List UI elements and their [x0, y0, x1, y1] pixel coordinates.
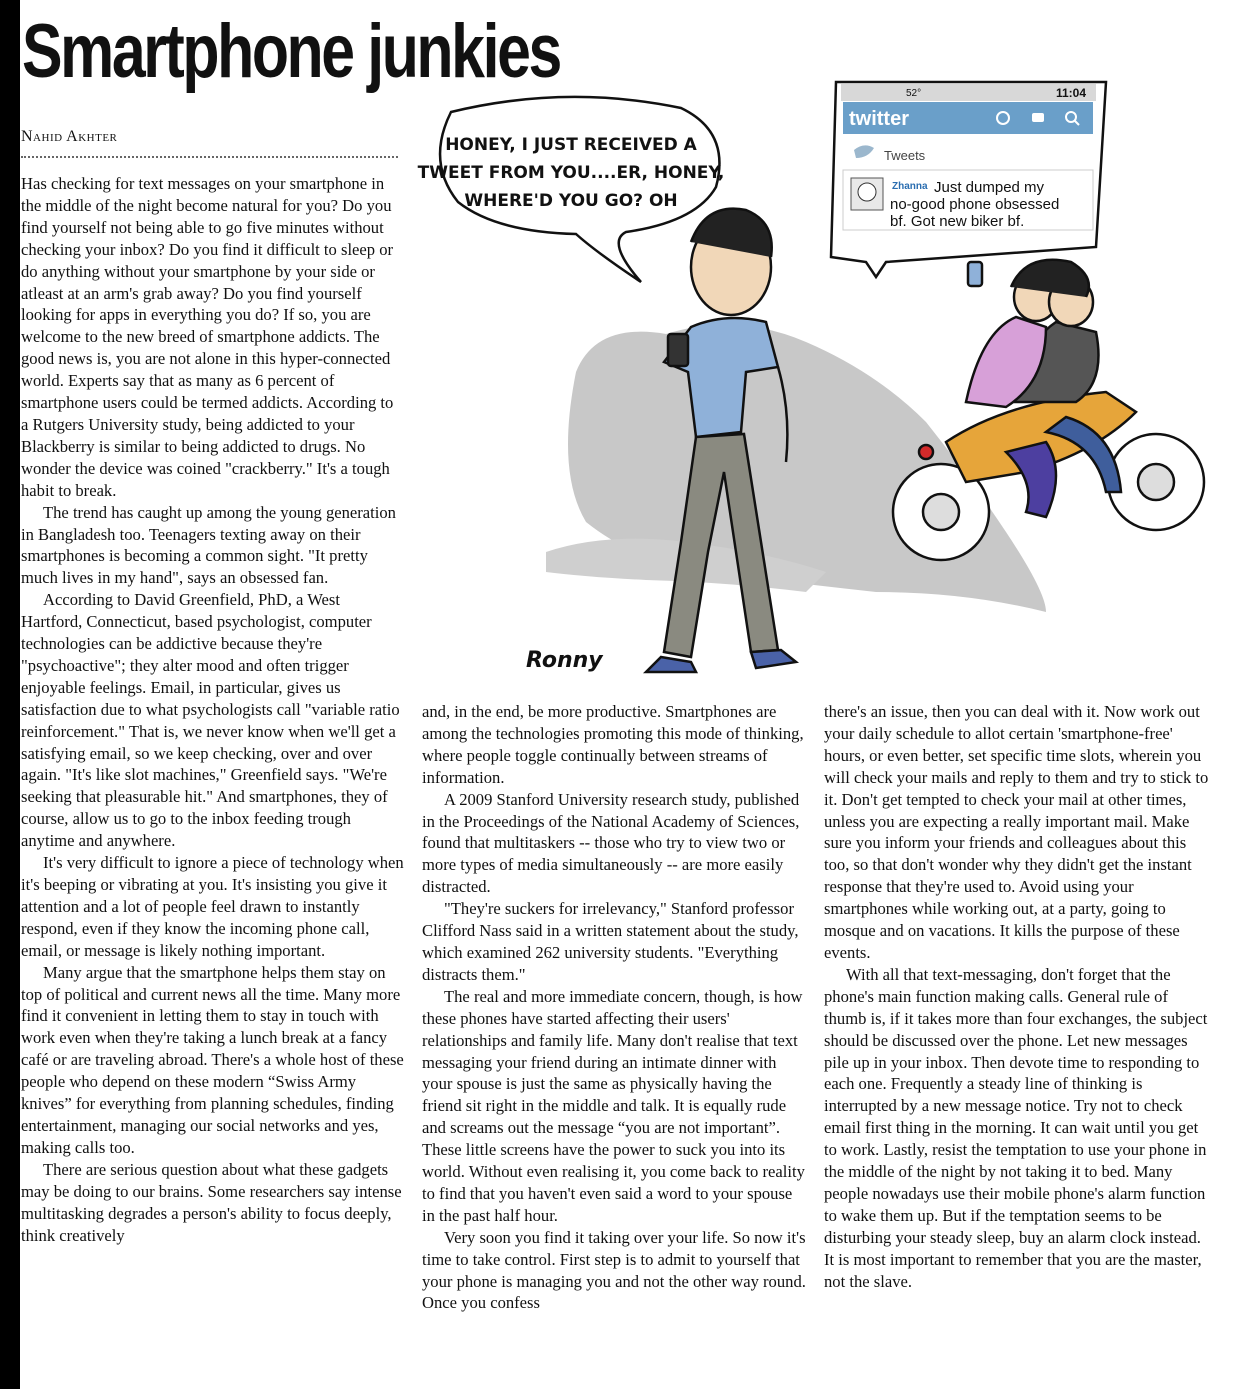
status-temp: 52°	[906, 88, 922, 99]
bubble-line: WHERE'D YOU GO? OH	[464, 191, 678, 211]
headline: Smartphone junkies	[22, 9, 560, 94]
byline-divider	[21, 156, 398, 158]
article-paragraph: "They're suckers for irrelevancy," Stanford professor Clifford Nass said in a written statement about the study, which examined 262 university students. "Everything distracts them."	[422, 899, 799, 984]
tweets-tab: Tweets	[884, 148, 926, 163]
twitter-logo: twitter	[849, 108, 909, 130]
article-paragraph: There are serious question about what these gadgets may be doing to our brains. Some researchers say intense multitasking degrades a person's ability to focus deeply, think creatively	[21, 1159, 402, 1245]
status-time: 11:04	[1056, 86, 1087, 100]
article-paragraph: It's very difficult to ignore a piece of technology when it's beeping or vibrating at you. It's insisting you give it attention and a lot of people feel drawn to instantly respond, even if they know the incoming phone call, email, or message is likely nothing important.	[21, 853, 404, 960]
speech-bubble	[418, 97, 725, 282]
tweet-line: no-good phone obsessed	[890, 196, 1060, 213]
article-column-2	[422, 701, 807, 1314]
article-paragraph: The trend has caught up among the young generation in Bangladesh too. Teenagers texting away on their smartphones is becoming a common sight. "It pretty much lives in my hand", says an obsessed fan.	[21, 502, 396, 588]
bubble-line: HONEY, I JUST RECEIVED A	[445, 135, 697, 155]
cartoon-illustration	[406, 72, 1232, 692]
article-column-1	[21, 173, 404, 1246]
bubble-line: TWEET FROM YOU....ER, HONEY,	[417, 163, 725, 183]
article-paragraph: With all that text-messaging, don't forget that the phone's main function making calls. General rule of thumb is, if it takes more than four exchanges, the subject should be discussed over the phone. Let new messages pile up in your inbox. Then devote time to responding to each one. Frequently a steady line of thinking is interrupted by a new message notice. Try not to check email first thing in the morning. It can wait until you get to work. Lastly, resist the temptation to use your phone in the middle of the night by not taking it to bed. Many people nowadays use their mobile phone's alarm function to wake them up. But if the temptation seems to be disturbing your steady sleep, buy an alarm clock instead. It is most important to remember that you are the master, not the slave.	[824, 964, 1208, 1291]
left-margin-bar	[0, 0, 20, 1389]
article-paragraph: The real and more immediate concern, though, is how these phones have started affecting their users' relationships and family life. Many don't realise that text messaging your friend during an intimate dinner with your spouse is just the same as physically having the friend sit right in the middle and talk. It is equally rude and screams out the message “you are not important”. These little screens have the power to suck you into its world. Without even realising it, you come back to reality to find that you haven't even said a word to your spouse in the past half hour.	[422, 986, 805, 1225]
tweet-line: bf. Got new biker bf.	[890, 213, 1025, 230]
byline: Nahid Akhter	[21, 128, 118, 145]
article-paragraph: According to David Greenfield, PhD, a West Hartford, Connecticut, based psychologist, computer technologies can be addictive because they're "psychoactive"; they alter mood and often trigger enjoyable feelings. Email, in particular, gives us satisfaction due to what psychologists call "variable ratio reinforcement." That is, we never know when we'll get a satisfying email, so we keep checking, over and over again. "It's like slot machines," Greenfield says. "We're seeking that pleasurable hit." And smartphones, they of course, allow us to go to the inbox feeding trough anytime and anywhere.	[21, 590, 400, 851]
article-paragraph: there's an issue, then you can deal with it. Now work out your daily schedule to allot certain 'smartphone-free' hours, or even better, set specific time slots, wherein you will check your mails and reply to them and try to stick to it. Don't get tempted to check your mail at other times, unless you are expecting a really important mail. Make sure you inform your friends and colleagues about this too, so that don't wonder why they didn't get the instant response that they're used to. Avoid using your smartphones while working out, at a party, going to mosque and on vacations. It kills the purpose of these events.	[824, 702, 1209, 962]
article-paragraph: Very soon you find it taking over your life. So now it's time to take control. First step is to admit to yourself that your phone is managing you and not the other way round. Once you confess	[422, 1227, 806, 1313]
artist-signature: Ronny	[526, 648, 603, 673]
compose-icon	[1032, 113, 1044, 122]
tweet-user: Zhanna	[892, 181, 928, 192]
tweet-line: Just dumped my	[934, 179, 1045, 196]
twitter-phone-bubble	[831, 82, 1106, 277]
article-paragraph: A 2009 Stanford University research study, published in the Proceedings of the National Academy of Sciences, found that multitaskers -- those who try to view two or more types of media simultaneously -- are more easily distracted.	[422, 789, 800, 897]
motorbike-riders	[893, 260, 1204, 560]
article-column-3	[824, 701, 1209, 1292]
article-paragraph: Has checking for text messages on your smartphone in the middle of the night become natural for you? Do you find yourself not being able to go five minutes without checking your inbox? Do you find it difficult to sleep or do anything without your smartphone by your side or atleast at an arm's grab away? Do you find yourself looking for apps in everything you do? If so, you are welcome to the new breed of smartphone addicts. The good news is, you are not alone in this hyper-connected world. Experts say that as many as 6 percent of smartphone users could be termed addicts. According to a Rutgers University study, being addicted to your Blackberry is similar to being addicted to drugs. No wonder the device was coined "crackberry." It's a tough habit to break.	[21, 174, 394, 500]
article-paragraph: Many argue that the smartphone helps them stay on top of political and current news all the time. Many more find it convenient in letting them to stay in touch with work even when they're taking a lunch break at a fancy café or are traveling abroad. There's a whole host of these people who depend on these modern “Swiss Army knives” for everything from planning schedules, finding entertainment, managing our social networks and yes, making calls too.	[21, 962, 404, 1157]
article-paragraph: and, in the end, be more productive. Smartphones are among the technologies promoting this mode of thinking, where people toggle continually between streams of information.	[422, 702, 804, 787]
